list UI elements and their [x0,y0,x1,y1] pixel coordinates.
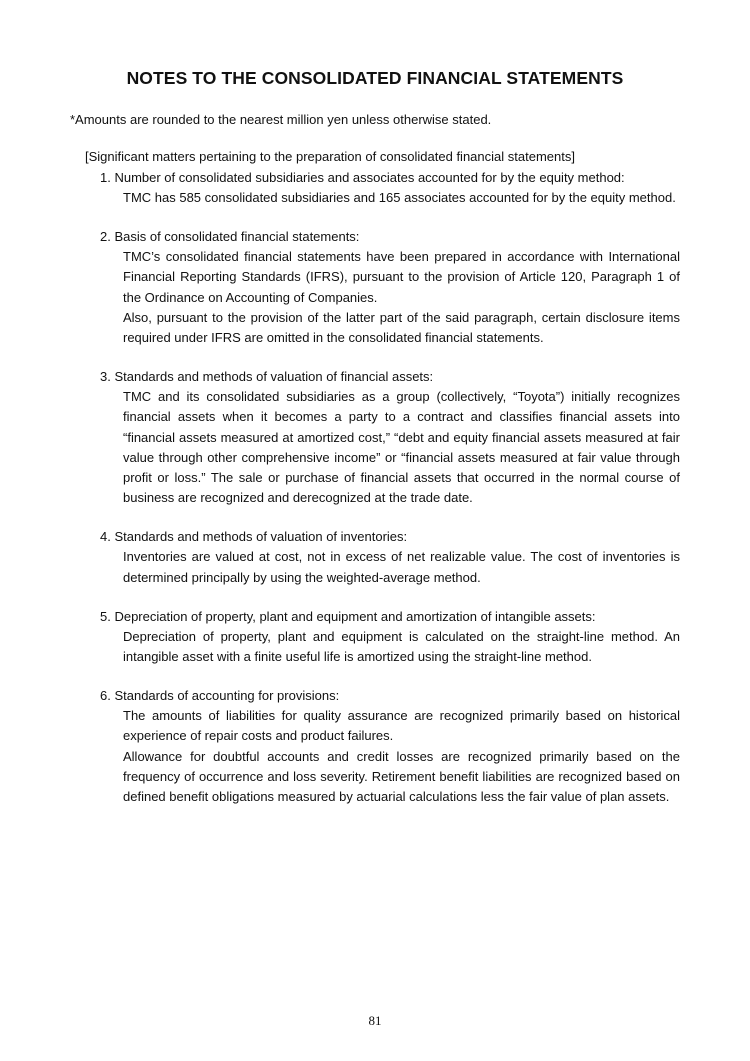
note-body [123,387,680,508]
page-title: NOTES TO THE CONSOLIDATED FINANCIAL STATEMENTS [126,68,624,88]
note-body [123,547,680,587]
rounding-note: *Amounts are rounded to the nearest million yen unless otherwise stated. [70,112,492,127]
note-item [100,227,682,348]
note-heading: 1. Number of consolidated subsidiaries and associates accounted for by the equity method: [100,170,625,185]
note-paragraph: TMC and its consolidated subsidiaries as a group (collectively, “Toyota”) initially recognizes financial assets when it becomes a party to a contract and classifies financial assets into “financial assets measured at amortized cost,” “debt and equity financial assets measured at fair value through other comprehensive income” or “financial assets measured at fair value through profit or loss.” The sale or purchase of financial assets that occurred in the normal course of business are recognized and derecognized at the trade date. [123,389,680,506]
note-heading: 5. Depreciation of property, plant and equipment and amortization of intangible assets: [100,608,596,624]
page-number: 81 [368,1013,382,1028]
note-paragraph: Depreciation of property, plant and equipment is calculated on the straight-line method. An intangible asset with a finite useful life is amortized using the straight-line method. [123,628,680,665]
note-body [123,188,680,208]
note-paragraph: Also, pursuant to the provision of the latter part of the said paragraph, certain disclosure items required under IFRS are omitted in the consolidated financial statements. [123,309,680,346]
note-paragraph: Inventories are valued at cost, not in excess of net realizable value. The cost of inventories is determined principally by using the weighted-average method. [123,549,680,585]
note-paragraph: Allowance for doubtful accounts and credit losses are recognized primarily based on the frequency of occurrence and loss severity. Retirement benefit liabilities are recognized based on defined benefit obligations measured by actuarial calculations less the fair value of plan assets. [123,748,680,805]
note-paragraph: TMC has 585 consolidated subsidiaries and 165 associates accounted for by the equity method. [123,190,676,205]
notes-list [100,168,682,826]
note-item [100,367,682,508]
note-item [100,168,682,208]
note-item [100,607,682,667]
note-paragraph: TMC’s consolidated financial statements have been prepared in accordance with International Financial Reporting Standards (IFRS), pursuant to the provision of Article 120, Paragraph 1 of the Ordinance on Accounting of Companies. [123,249,680,305]
note-body [123,247,680,348]
note-heading: 4. Standards and methods of valuation of inventories: [100,529,408,545]
note-heading: 6. Standards of accounting for provisions: [100,688,340,704]
note-item [100,527,682,587]
section-heading: [Significant matters pertaining to the preparation of consolidated financial statements] [85,149,575,164]
note-heading: 2. Basis of consolidated financial statements: [100,229,360,245]
note-item [100,686,682,807]
note-body [123,706,680,807]
note-heading: 3. Standards and methods of valuation of financial assets: [100,369,434,385]
note-body [123,627,680,667]
note-paragraph: The amounts of liabilities for quality assurance are recognized primarily based on historical experience of repair costs and product failures. [123,708,680,744]
